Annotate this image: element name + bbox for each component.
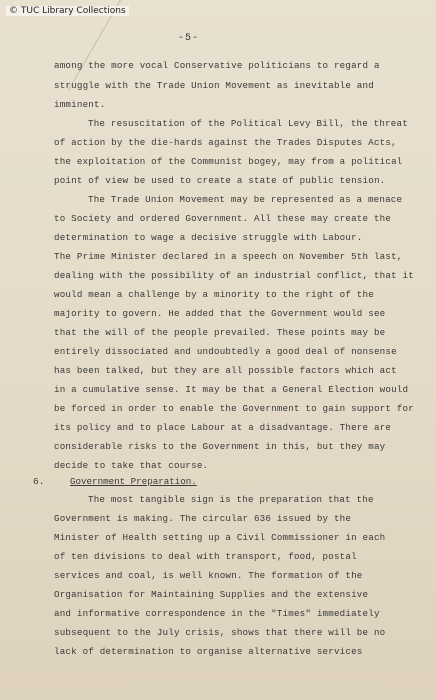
text-line: to Society and ordered Government. All these may create the <box>54 213 392 224</box>
page-number: -5- <box>178 33 200 44</box>
text-line: has been talked, but they are all possible factors which act <box>54 365 397 376</box>
text-line: lack of determination to organise alternative services <box>54 646 363 657</box>
text-line: dealing with the possibility of an industrial conflict, that it <box>54 270 414 281</box>
text-line: and informative correspondence in the "Times" immediately <box>54 608 380 619</box>
text-line: considerable risks to the Government in this, but they may <box>54 441 386 452</box>
text-line: of action by the die-hards against the Trades Disputes Acts, <box>54 137 397 148</box>
text-line: majority to govern. He added that the Government would see <box>54 308 386 319</box>
copyright-watermark: © TUC Library Collections <box>6 6 129 16</box>
text-line: the exploitation of the Communist bogey, may from a political <box>54 156 403 167</box>
text-line: would mean a challenge by a minority to the right of the <box>54 289 374 300</box>
text-line: that the will of the people prevailed. These points may be <box>54 327 386 338</box>
text-line: point of view be used to create a state of public tension. <box>54 175 386 186</box>
text-line: Minister of Health setting up a Civil Commissioner in each <box>54 532 386 543</box>
text-line: The Prime Minister declared in a speech on November 5th last, <box>54 251 403 262</box>
text-line: The resuscitation of the Political Levy Bill, the threat <box>88 118 408 129</box>
text-line: The Trade Union Movement may be represented as a menace <box>88 194 403 205</box>
text-line: services and coal, is well known. The formation of the <box>54 570 363 581</box>
text-line: subsequent to the July crisis, shows that there will be no <box>54 627 386 638</box>
text-line: of ten divisions to deal with transport, food, postal <box>54 551 357 562</box>
text-line: entirely dissociated and undoubtedly a good deal of nonsense <box>54 346 397 357</box>
text-line: decide to take that course. <box>54 460 209 471</box>
section-title: Government Preparation. <box>70 476 197 487</box>
text-line: its policy and to place Labour at a disadvantage. There are <box>54 422 392 433</box>
text-line: imminent. <box>54 99 106 110</box>
text-line: struggle with the Trade Union Movement as inevitable and <box>54 80 374 91</box>
text-line: Government is making. The circular 636 issued by the <box>54 513 352 524</box>
text-line: determination to wage a decisive struggle with Labour. <box>54 232 363 243</box>
text-line: be forced in order to enable the Government to gain support for <box>54 403 414 414</box>
text-line: Organisation for Maintaining Supplies and the extensive <box>54 589 369 600</box>
text-line: in a cumulative sense. It may be that a General Election would <box>54 384 409 395</box>
section-number: 6. <box>33 476 45 487</box>
text-line: The most tangible sign is the preparation that the <box>88 494 374 505</box>
text-line: among the more vocal Conservative politicians to regard a <box>54 60 380 71</box>
